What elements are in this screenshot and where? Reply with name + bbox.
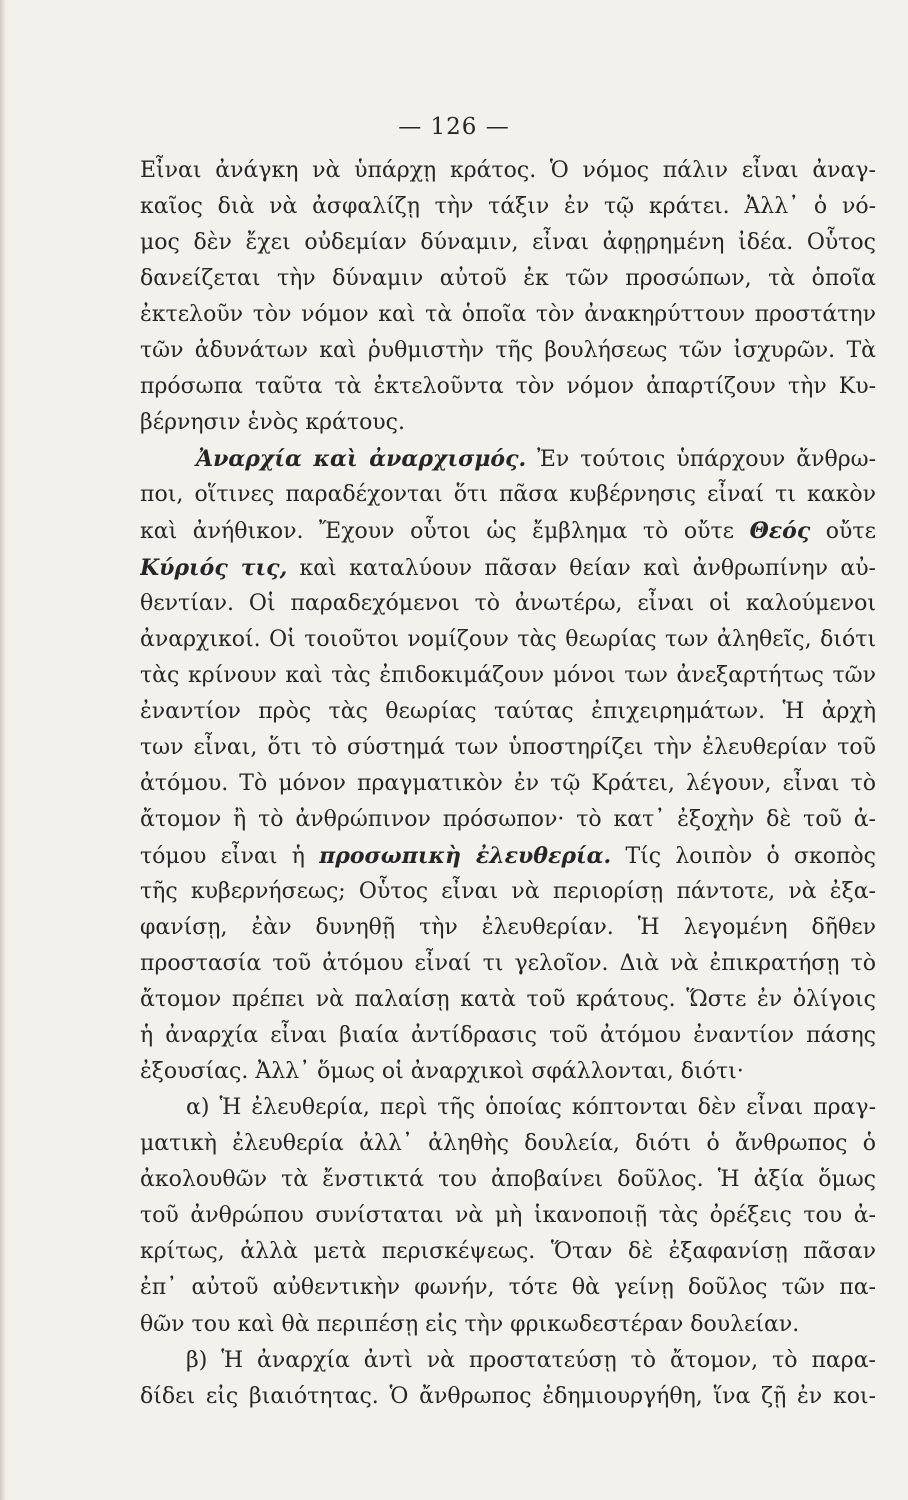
text-line: Εἶναι ἀνάγκη νὰ ὑπάρχῃ κράτος. Ὁ νόμος πάλιν εἶναι ἀναγ- [140,158,876,183]
text-line: ποι, οἵτινες παραδέχονται ὅτι πᾶσα κυβέρνησις εἶναί τι κακὸν [140,482,876,508]
text-line: τοῦ ἀνθρώπου συνίσταται νὰ μὴ ἱκανοποιῇ τὰς ὀρέξεις του ἀ- [140,1203,876,1229]
text-line: τῆς κυβερνήσεως; Οὗτος εἶναι νὰ περιορίσῃ πάντοτε, νὰ ἐξα- [140,878,876,904]
page-number: — 126 — [398,114,510,140]
text-line: δανείζεται τὴν δύναμιν αὐτοῦ ἐκ τῶν προσώπων, τὰ ὁποῖα [140,266,876,292]
text-line: ἀκολουθῶν τὰ ἔνστικτά του ἀποβαίνει δοῦλος. Ἡ ἀξία ὅμως [140,1167,876,1193]
text-line: πρόσωπα ταῦτα τὰ ἐκτελοῦντα τὸν νόμον ἀπαρτίζουν τὴν Κυ- [140,374,876,400]
text-line: ματικὴ ἐλευθερία ἀλλ᾿ ἀληθὴς δουλεία, διότι ὁ ἄνθρωπος ὁ [140,1131,876,1157]
text-line: θῶν του καὶ θὰ περιπέσῃ εἰς τὴν φρικωδεστέραν δουλείαν. [140,1311,800,1337]
section-heading-line: Ἀναρχία καὶ ἀναρχισμός. Ἐν τούτοις ὑπάρχουν ἄνθρω- [196,446,876,473]
text-line: τόμου εἶναι ἡ προσωπικὴ ἐλευθερία. Τίς λοιπὸν ὁ σκοπὸς [140,842,876,869]
list-item-b: β) Ἡ ἀναρχία ἀντὶ νὰ προστατεύσῃ τὸ ἄτομον, τὸ παρα- [186,1347,876,1373]
text-line: δίδει εἰς βιαιότητας. Ὁ ἄνθρωπος ἐδημιουργήθη, ἵνα ζῇ ἐν κοι- [140,1383,876,1409]
text-line: ἡ ἀναρχία εἶναι βιαία ἀντίδρασις τοῦ ἀτόμου ἐναντίον πάσης [140,1023,876,1049]
emphasis-text: προσωπικὴ ἐλευθερία. [319,842,612,869]
text-line: κρίτως, ἀλλὰ μετὰ περισκέψεως. Ὅταν δὲ ἐξαφανίσῃ πᾶσαν [140,1239,876,1265]
emphasis-text: Κύριός τις, [140,554,288,581]
list-item-a: α) Ἡ ἐλευθερία, περὶ τῆς ὁποίας κόπτονται δὲν εἶναι πραγ- [186,1095,876,1121]
text-line: ἐναντίον πρὸς τὰς θεωρίας ταύτας ἐπιχειρημάτων. Ἡ ἀρχὴ [140,698,876,724]
text-line: ἄτομον ἢ τὸ ἀνθρώπινον πρόσωπον· τὸ κατ᾿ ἐξοχὴν δὲ τοῦ ἀ- [140,806,876,832]
text-line: ἀναρχικοί. Οἱ τοιοῦτοι νομίζουν τὰς θεωρίας των ἀληθεῖς, διότι [140,626,876,652]
section-heading: Ἀναρχία καὶ ἀναρχισμός. [196,446,527,473]
text-line: τὰς κρίνουν καὶ τὰς ἐπιδοκιμάζουν μόνοι των ἀνεξαρτήτως τῶν [140,662,876,688]
text-line: των εἶναι, ὅτι τὸ σύστημά των ὑποστηρίζει τὴν ἐλευθερίαν τοῦ [140,734,876,760]
text-line: ἐπ᾿ αὐτοῦ αὐθεντικὴν φωνήν, τότε θὰ γείνῃ δοῦλος τῶν πα- [140,1275,876,1301]
text-line: ἄτομον πρέπει νὰ παλαίσῃ κατὰ τοῦ κράτους. Ὥστε ἐν ὀλίγοις [140,987,876,1013]
text-line: μος δὲν ἔχει οὐδεμίαν δύναμιν, εἶναι ἀφῃρημένη ἰδέα. Οὗτος [140,230,876,256]
text-line: ἀτόμου. Τὸ μόνον πραγματικὸν ἐν τῷ Κράτει, λέγουν, εἶναι τὸ [140,770,876,796]
text-line: καῖος διὰ νὰ ἀσφαλίζῃ τὴν τάξιν ἐν τῷ κράτει. Ἀλλ᾿ ὁ νό- [140,194,876,220]
text-line: ἐξουσίας. Ἀλλ᾿ ὅμως οἱ ἀναρχικοὶ σφάλλονται, διότι· [140,1059,744,1085]
text-line: Κύριός τις, καὶ καταλύουν πᾶσαν θείαν καὶ ἀνθρωπίνην αὐ- [140,554,876,581]
text-line: ἐκτελοῦν τὸν νόμον καὶ τὰ ὁποῖα τὸν ἀνακηρύττουν προστάτην [140,302,876,328]
emphasis-text: Θεός [749,518,811,545]
page-gutter-shadow [0,0,6,1500]
text-line: καὶ ἀνήθικον. Ἔχουν οὗτοι ὡς ἔμβλημα τὸ οὔτε Θεός οὔτε [140,518,876,545]
text-line: προστασία τοῦ ἀτόμου εἶναί τι γελοῖον. Διὰ νὰ ἐπικρατήσῃ τὸ [140,951,876,977]
body-text [140,153,876,1415]
text-line: τῶν ἀδυνάτων καὶ ῥυθμιστὴν τῆς βουλήσεως τῶν ἰσχυρῶν. Τὰ [140,338,876,364]
text-line: βέρνησιν ἑνὸς κράτους. [140,410,405,436]
text-line: θεντίαν. Οἱ παραδεχόμενοι τὸ ἀνωτέρω, εἶναι οἱ καλούμενοι [140,590,876,616]
text-line: φανίσῃ, ἐὰν δυνηθῇ τὴν ἐλευθερίαν. Ἡ λεγομένη δῆθεν [140,914,876,940]
